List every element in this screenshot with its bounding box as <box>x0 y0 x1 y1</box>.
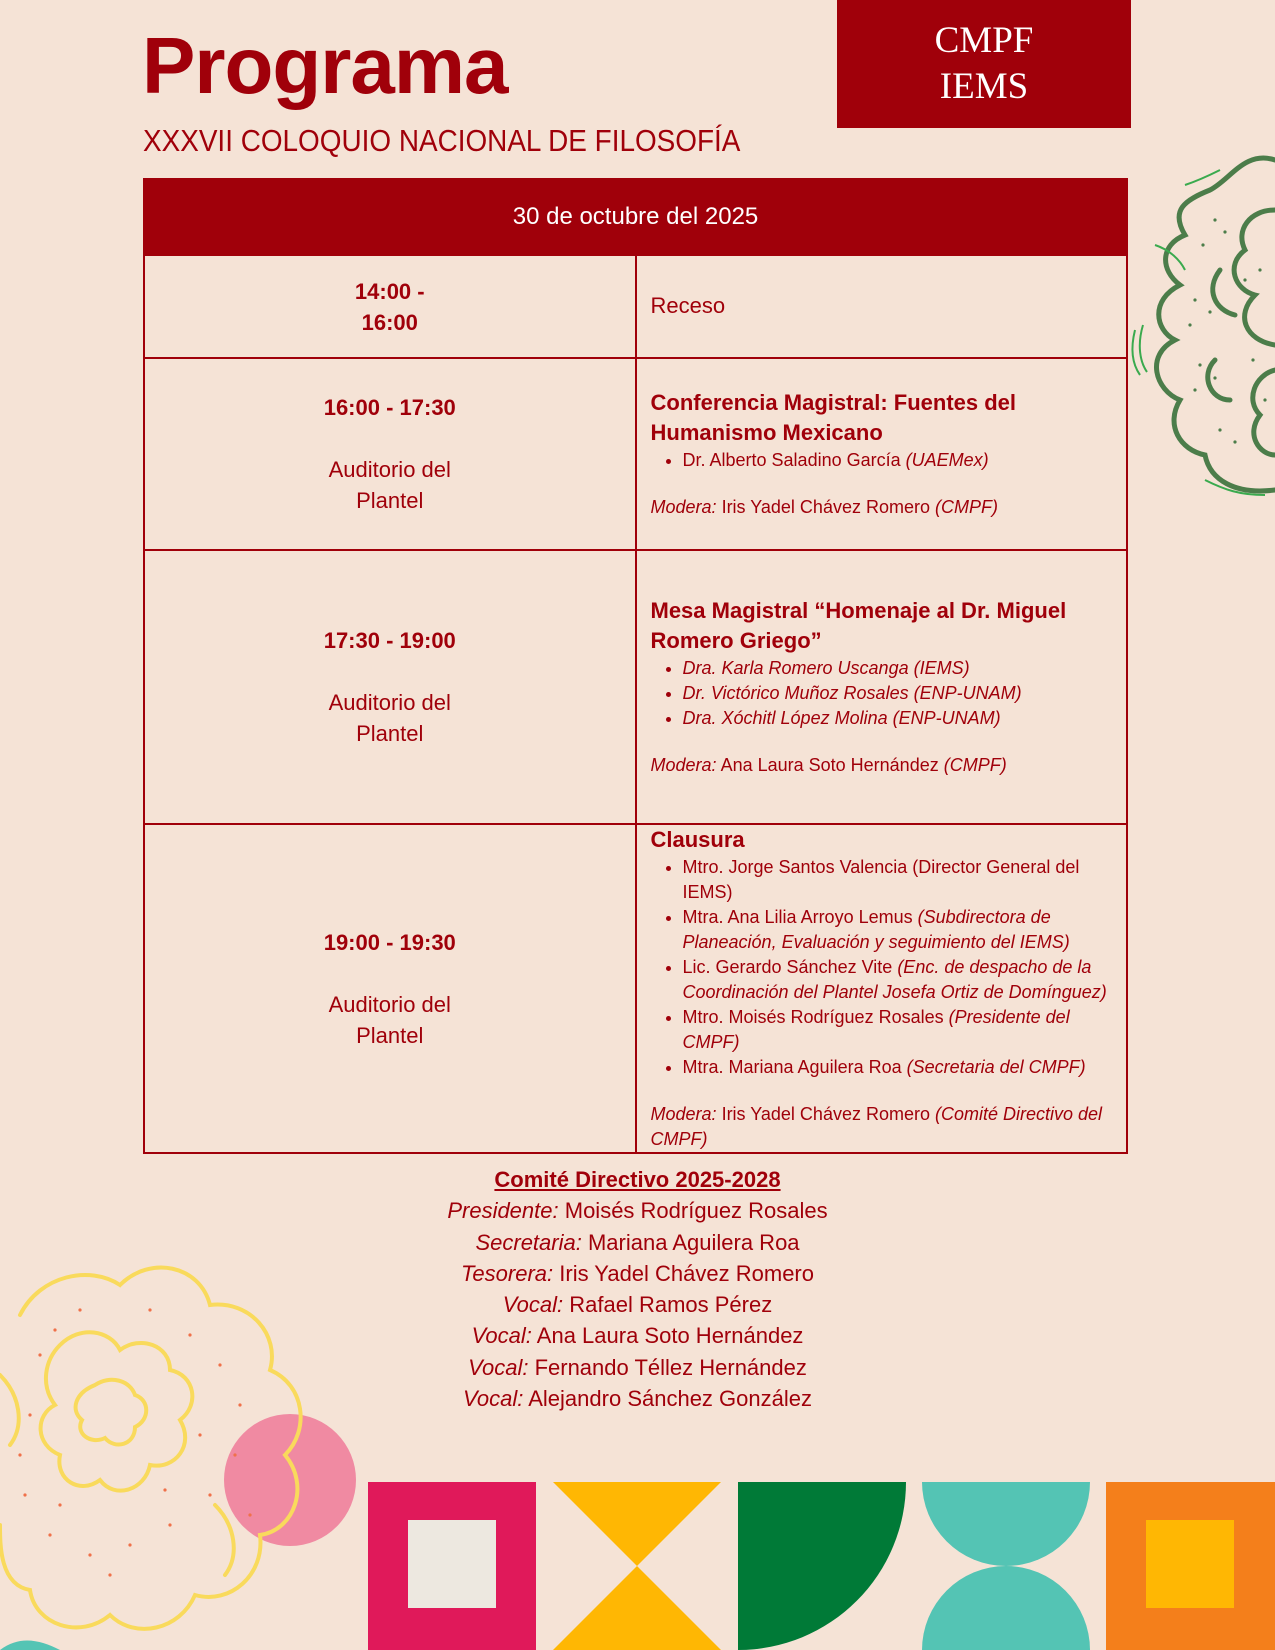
committee-member: Vocal: Fernando Téllez Hernández <box>468 1354 807 1380</box>
description-cell <box>636 358 1128 550</box>
committee-member: Vocal: Rafael Ramos Pérez <box>502 1292 773 1318</box>
time-cell <box>144 255 636 358</box>
participant-list <box>651 448 1113 473</box>
orange-square-shape <box>1106 1482 1275 1650</box>
time-range: 17:30 - 19:00 <box>323 628 456 653</box>
schedule-header-row <box>144 179 1127 255</box>
time-line: 16:00 <box>361 309 418 335</box>
description-cell <box>636 550 1128 824</box>
list-item: • Mtro. Jorge Santos Valencia (Director General del IEMS) <box>683 855 1113 905</box>
green-flower-illustration <box>1125 150 1275 530</box>
time-line: 14:00 - <box>354 278 425 304</box>
event-title: Clausura <box>650 827 745 852</box>
schedule-date: 30 de octubre del 2025 <box>144 179 1127 255</box>
table-row <box>144 358 1127 550</box>
table-row <box>144 824 1127 1153</box>
committee-member: Secretaria: Mariana Aguilera Roa <box>475 1229 800 1255</box>
badge-line-iems: IEMS <box>939 66 1029 107</box>
teal-half-circles-shape <box>922 1482 1090 1650</box>
committee-member: Vocal: Alejandro Sánchez González <box>463 1386 812 1412</box>
list-item: • Dr. Alberto Saladino García (UAEMex) <box>683 448 1113 473</box>
table-row <box>144 255 1127 358</box>
page-title: Programa <box>142 21 508 110</box>
venue: Auditorio del Plantel <box>328 991 451 1048</box>
moderator: Modera: Iris Yadel Chávez Romero (Comité Directivo del CMPF) <box>650 1104 1103 1149</box>
description-cell <box>636 824 1128 1153</box>
committee-member: Tesorera: Iris Yadel Chávez Romero <box>461 1260 814 1286</box>
yellow-hourglass-shape <box>553 1482 721 1650</box>
participant-list <box>651 656 1113 731</box>
list-item: • Mtra. Mariana Aguilera Roa (Secretaria del CMPF) <box>683 1055 1113 1080</box>
schedule-table <box>143 178 1128 1154</box>
moderator: Modera: Iris Yadel Chávez Romero (CMPF) <box>650 497 998 517</box>
list-item: • Mtra. Ana Lilia Arroyo Lemus (Subdirectora de Planeación, Evaluación y seguimiento del IEMS) <box>683 905 1113 955</box>
list-item: • Dra. Xóchitl López Molina (ENP-UNAM) <box>683 706 1113 731</box>
time-cell <box>144 824 636 1153</box>
description-cell <box>636 255 1128 358</box>
list-item: • Mtro. Moisés Rodríguez Rosales (Presidente del CMPF) <box>683 1005 1113 1055</box>
magenta-square-shape <box>368 1482 536 1650</box>
committee-member: Vocal: Ana Laura Soto Hernández <box>471 1323 804 1349</box>
event-title: Conferencia Magistral: Fuentes del Humanismo Mexicano <box>650 390 1017 445</box>
page-subtitle: XXXVII COLOQUIO NACIONAL DE FILOSOFÍA <box>143 123 741 158</box>
moderator: Modera: Ana Laura Soto Hernández (CMPF) <box>650 755 1007 775</box>
committee-title: Comité Directivo 2025-2028 <box>494 1167 781 1192</box>
list-item: • Dr. Victórico Muñoz Rosales (ENP-UNAM) <box>683 681 1113 706</box>
organization-badge <box>837 0 1131 128</box>
venue: Auditorio del Plantel <box>328 690 451 746</box>
venue: Auditorio del Plantel <box>328 457 451 513</box>
recess-label: Receso <box>650 293 726 318</box>
time-range: 19:00 - 19:30 <box>323 929 456 955</box>
committee-section <box>0 1164 1275 1414</box>
list-item: • Lic. Gerardo Sánchez Vite (Enc. de despacho de la Coordinación del Plantel Josefa Ortiz de Domínguez) <box>683 955 1113 1005</box>
event-title: Mesa Magistral “Homenaje al Dr. Miguel Romero Griego” <box>650 598 1067 653</box>
time-range: 16:00 - 17:30 <box>323 395 456 420</box>
time-cell <box>144 550 636 824</box>
time-cell <box>144 358 636 550</box>
table-row <box>144 550 1127 824</box>
participant-list <box>651 855 1113 1080</box>
green-quarter-circle-shape <box>738 1482 906 1650</box>
geometric-band <box>368 1482 1275 1650</box>
committee-member: Presidente: Moisés Rodríguez Rosales <box>447 1198 828 1224</box>
badge-line-cmpf: CMPF <box>934 20 1034 61</box>
list-item: • Dra. Karla Romero Uscanga (IEMS) <box>683 656 1113 681</box>
